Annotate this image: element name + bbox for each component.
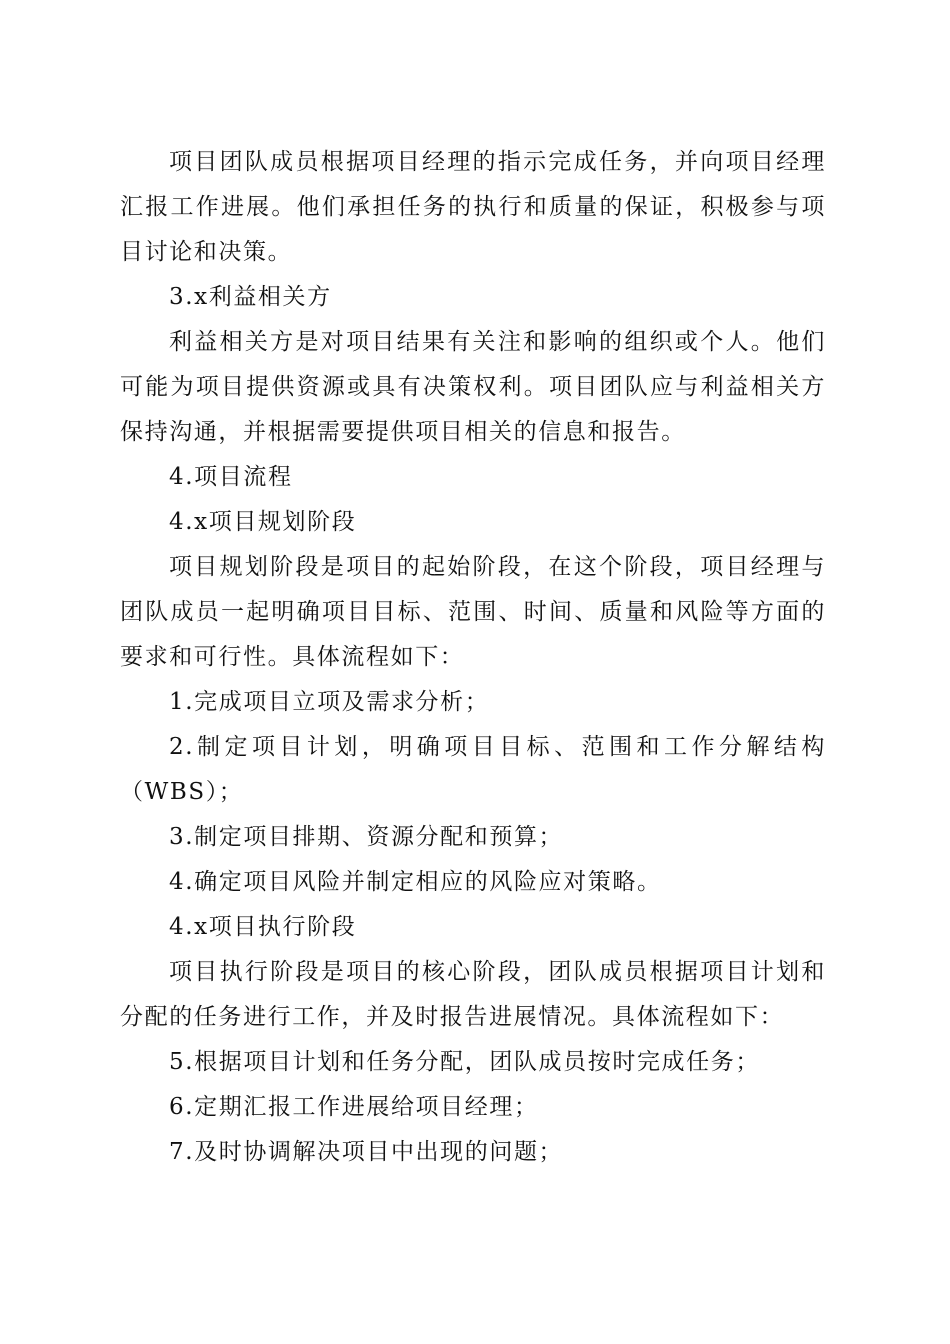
heading-project-process: 4.项目流程 [169, 464, 293, 490]
heading-execution-phase: 4.x项目执行阶段 [169, 914, 357, 940]
list-item: 2.制定项目计划，明确项目目标、范围和工作分解结构（WBS）； [120, 734, 826, 805]
paragraph-stakeholders: 利益相关方是对项目结果有关注和影响的组织或个人。他们可能为项目提供资源或具有决策权利。项目团队应与利益相关方保持沟通，并根据需要提供项目相关的信息和报告。 [120, 329, 826, 445]
list-item: 1.完成项目立项及需求分析； [169, 689, 490, 715]
list-item: 7.及时协调解决项目中出现的问题； [169, 1139, 564, 1165]
paragraph-execution-phase: 项目执行阶段是项目的核心阶段，团队成员根据项目计划和分配的任务进行工作，并及时报告进展情况。具体流程如下： [120, 959, 826, 1030]
paragraph-planning-phase: 项目规划阶段是项目的起始阶段，在这个阶段，项目经理与团队成员一起明确项目目标、范围、时间、质量和风险等方面的要求和可行性。具体流程如下： [120, 554, 826, 670]
list-item: 5.根据项目计划和任务分配，团队成员按时完成任务； [169, 1049, 760, 1075]
document-body [120, 140, 826, 1175]
paragraph-team-members: 项目团队成员根据项目经理的指示完成任务，并向项目经理汇报工作进展。他们承担任务的执行和质量的保证，积极参与项目讨论和决策。 [120, 149, 826, 265]
list-item: 3.制定项目排期、资源分配和预算； [169, 824, 564, 850]
heading-stakeholders: 3.x利益相关方 [169, 284, 332, 310]
heading-planning-phase: 4.x项目规划阶段 [169, 509, 357, 535]
list-item: 4.确定项目风险并制定相应的风险应对策略。 [169, 869, 662, 895]
list-item: 6.定期汇报工作进展给项目经理； [169, 1094, 539, 1120]
